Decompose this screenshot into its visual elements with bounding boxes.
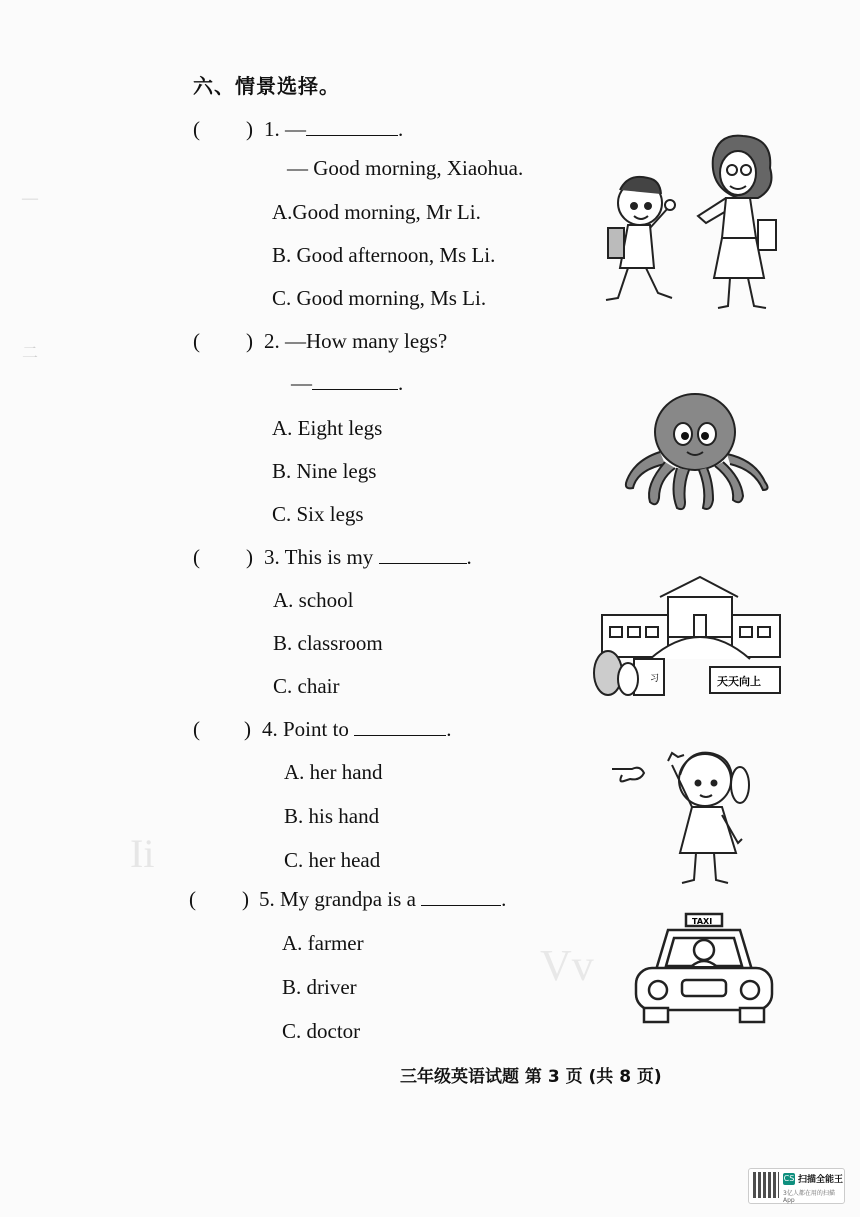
option-b: B. classroom (273, 631, 383, 655)
answer-paren-open: ( (193, 329, 200, 353)
option-a: A. Eight legs (272, 416, 383, 440)
option-b: B. Nine legs (272, 459, 377, 483)
answer-paren-open: ( (193, 717, 200, 741)
option-c: C. Six legs (272, 502, 364, 526)
question-punct: . (398, 117, 404, 141)
option-a: A.Good morning, Mr Li. (272, 200, 481, 224)
question-punct: . (398, 371, 404, 395)
answer-paren-close: ) (246, 545, 253, 569)
option-b: B. driver (282, 975, 357, 999)
answer-paren-close: ) (244, 717, 251, 741)
answer-paren-close: ) (246, 329, 253, 353)
answer-paren-close: ) (242, 887, 249, 911)
option-a: A. farmer (282, 931, 364, 955)
taxi-driver-illustration (630, 910, 778, 1028)
option-c: C. chair (273, 674, 340, 698)
answer-blank (312, 371, 398, 390)
section-title: 六、情景选择。 (193, 74, 340, 98)
answer-paren-open: ( (193, 117, 200, 141)
question-text: 3. This is my (264, 545, 374, 569)
qr-code-icon (753, 1172, 779, 1198)
boy-teacher-greeting-illustration (598, 128, 808, 318)
school-building-illustration (590, 575, 785, 700)
question-text: 4. Point to (262, 717, 349, 741)
answer-paren-open: ( (189, 887, 196, 911)
school-motto-sign: 天天向上 (717, 675, 761, 688)
scanner-watermark-badge (748, 1168, 845, 1204)
option-b: B. his hand (284, 804, 380, 828)
question-punct: . (466, 545, 472, 569)
question-stem (264, 545, 472, 570)
answer-blank (306, 117, 398, 136)
answer-paren-open: ( (193, 545, 200, 569)
option-c: C. Good morning, Ms Li. (272, 286, 487, 310)
answer-paren-close: ) (246, 117, 253, 141)
scanner-logo-icon: CS (783, 1174, 795, 1183)
option-c: C. doctor (282, 1019, 361, 1043)
dialog-reply (291, 371, 403, 396)
octopus-illustration (615, 390, 775, 515)
school-gate-sign: 习 (650, 674, 660, 684)
answer-blank (379, 545, 467, 564)
answer-blank (354, 717, 446, 736)
question-text: 2. —How many legs? (264, 329, 448, 353)
option-a: A. her hand (284, 760, 383, 784)
question-text: 1. — (264, 117, 306, 141)
dialog-reply: — Good morning, Xiaohua. (287, 156, 524, 180)
option-b: B. Good afternoon, Ms Li. (272, 243, 496, 267)
taxi-roof-sign: TAXI (692, 917, 713, 926)
question-punct: . (501, 887, 507, 911)
scanner-tagline: 3亿人都在用的扫描App (783, 1190, 835, 1204)
reply-dash: — (291, 371, 312, 395)
option-c: C. her head (284, 848, 381, 872)
question-stem (259, 887, 506, 912)
question-text: 5. My grandpa is a (259, 887, 416, 911)
option-a: A. school (273, 588, 354, 612)
answer-blank (421, 887, 501, 906)
girl-pointing-illustration (610, 735, 760, 895)
page-footer: 三年级英语试题 第 3 页 (共 8 页) (400, 1067, 662, 1087)
question-punct: . (446, 717, 452, 741)
question-stem (264, 117, 403, 142)
question-stem (262, 717, 451, 742)
scanner-brand-name: 扫描全能王 (798, 1175, 844, 1185)
